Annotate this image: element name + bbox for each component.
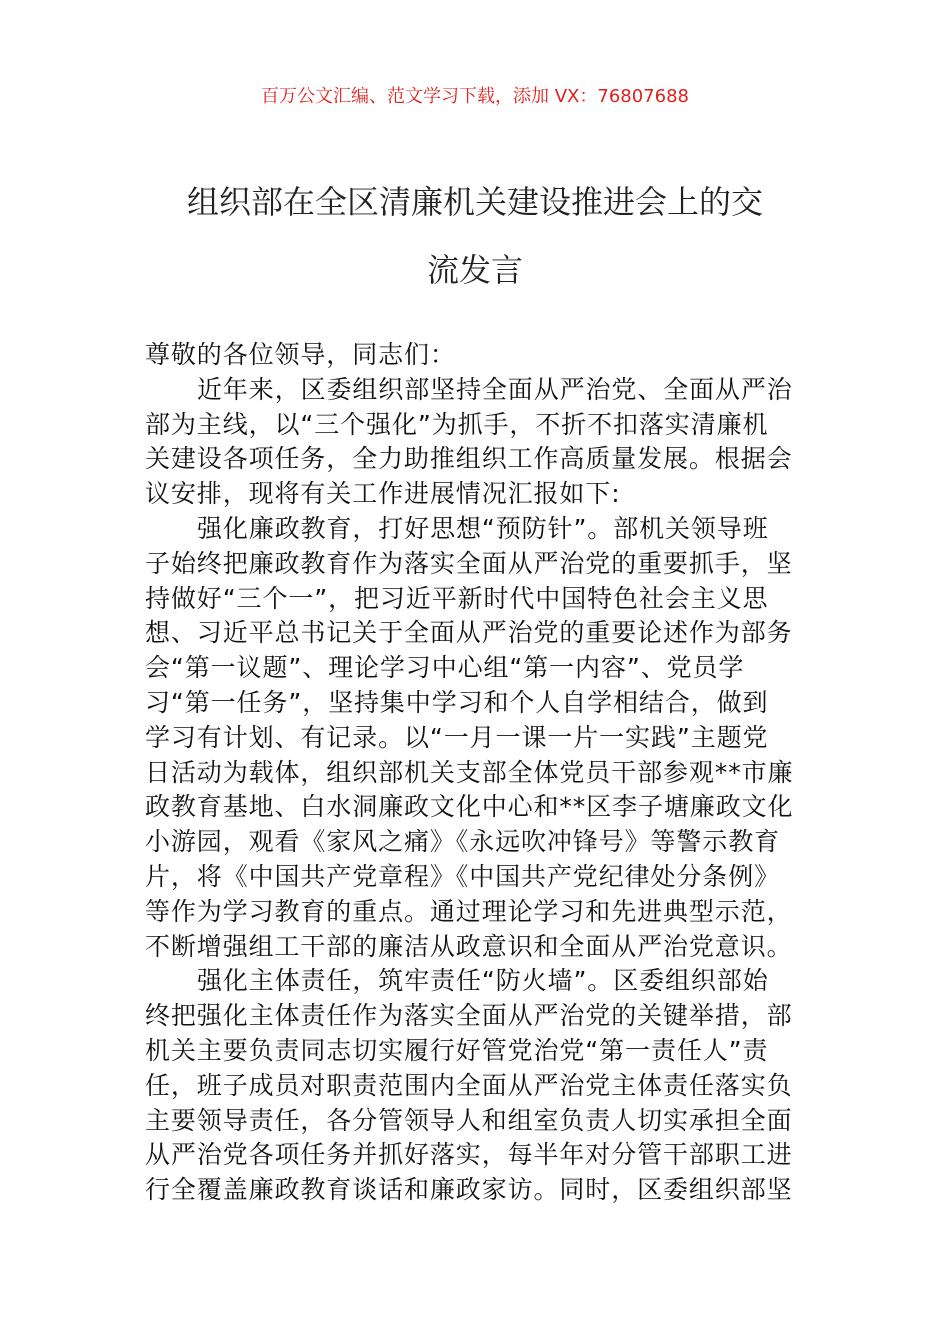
title-line: 流发言	[426, 251, 523, 289]
paragraph-line: 等作为学习教育的重点。通过理论学习和先进典型示范，	[145, 896, 793, 926]
title-line: 组织部在全区清廉机关建设推进会上的交	[186, 183, 763, 221]
document-body	[145, 338, 810, 1208]
promo-header: 百万公文汇编、范文学习下载，添加 VX：76807688	[261, 86, 689, 107]
document-title	[130, 168, 820, 304]
paragraph-line: 从严治党各项任务并抓好落实，每半年对分管干部职工进	[145, 1140, 793, 1170]
paragraph-line: 近年来，区委组织部坚持全面从严治党、全面从严治	[197, 374, 793, 404]
paragraph-line: 行全覆盖廉政教育谈话和廉政家访。同时，区委组织部坚	[145, 1175, 793, 1205]
paragraph-line: 习“第一任务”，坚持集中学习和个人自学相结合，做到	[145, 687, 769, 717]
paragraph-line: 想、习近平总书记关于全面从严治党的重要论述作为部务	[145, 618, 793, 648]
paragraph-line: 会“第一议题”、理论学习中心组“第一内容”、党员学	[145, 653, 745, 683]
paragraph-line: 小游园，观看《家风之痛》《永远吹冲锋号》等警示教育	[145, 827, 781, 857]
paragraph-line: 主要领导责任，各分管领导人和组室负责人切实承担全面	[145, 1105, 793, 1135]
paragraph-line: 子始终把廉政教育作为落实全面从严治党的重要抓手，坚	[145, 548, 793, 578]
paragraph-line: 终把强化主体责任作为落实全面从严治党的关键举措，部	[145, 1001, 793, 1031]
paragraph-line: 日活动为载体，组织部机关支部全体党员干部参观**市廉	[145, 757, 794, 787]
paragraph-line: 持做好“三个一”，把习近平新时代中国特色社会主义思	[145, 583, 769, 613]
paragraph-line: 强化廉政教育，打好思想“预防针”。部机关领导班	[197, 513, 769, 543]
paragraph-line: 强化主体责任，筑牢责任“防火墙”。区委组织部始	[197, 966, 769, 996]
salutation: 尊敬的各位领导，同志们：	[145, 340, 456, 369]
paragraph-line: 政教育基地、白水洞廉政文化中心和**区李子塘廉政文化	[145, 792, 794, 822]
paragraph-line: 学习有计划、有记录。以“一月一课一片一实践”主题党	[145, 722, 769, 752]
paragraph-line: 不断增强组工干部的廉洁从政意识和全面从严治党意识。	[145, 931, 793, 961]
paragraph-line: 议安排，现将有关工作进展情况汇报如下:	[145, 479, 621, 509]
paragraph-line: 部为主线，以“三个强化”为抓手，不折不扣落实清廉机	[145, 409, 769, 439]
paragraph-line: 机关主要负责同志切实履行好管党治党“第一责任人”责	[145, 1035, 769, 1065]
paragraph-line: 片，将《中国共产党章程》《中国共产党纪律处分条例》	[145, 861, 781, 891]
paragraph-line: 关建设各项任务，全力助推组织工作高质量发展。根据会	[145, 444, 793, 474]
paragraph-line: 任，班子成员对职责范围内全面从严治党主体责任落实负	[145, 1070, 793, 1100]
